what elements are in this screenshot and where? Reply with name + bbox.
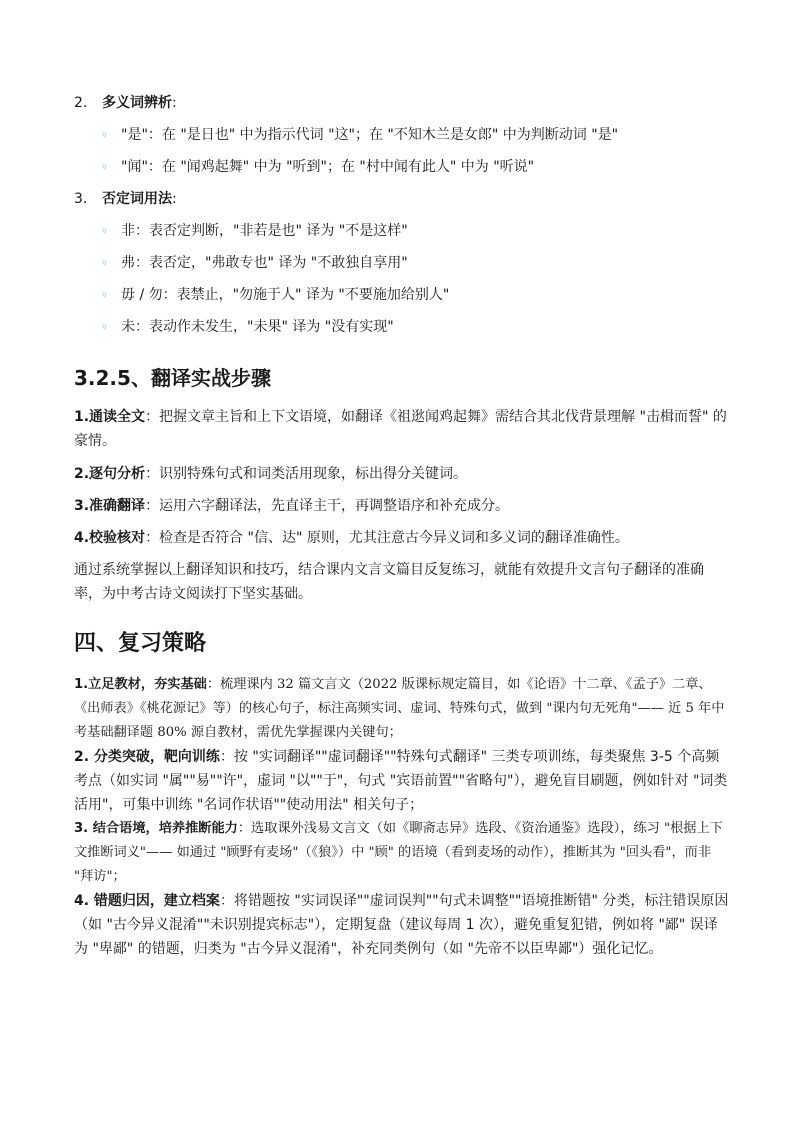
step-text: ：运用六字翻译法，先直译主干，再调整语序和补充成分。 [145,498,510,514]
bullet-text: 毋 / 勿：表禁止，"勿施于人" 译为 "不要施加给别人" [121,287,450,303]
bullet-item [101,253,408,274]
bullet-icon: ◦ [101,128,109,142]
summary-paragraph: 通过系统掌握以上翻译知识和技巧，结合课内文言文篇目反复练习，就能有效提升文言句子翻译的准确率，为中考古诗文阅读打下坚实基础。 [74,562,704,602]
list-number: 2. [74,95,88,111]
step-paragraph [74,405,729,453]
strategy-paragraph [74,817,729,889]
bullet-item [101,125,618,146]
strategy-text: ：按 "实词翻译""虚词翻译""特殊句式翻译" 三类专项训练，每类聚焦 3-5 个高频考点（如实词 "属""易""许"，虚词 "以""于"，句式 "宾语前置""省略句"），避免盲目刷题，例如针对 "词类活用"，可集中训练 "名词作状语""使动用法" 相关句子； [74,749,728,813]
strategy-label: 3. 结合语境，培养推断能力 [74,821,238,836]
bullet-icon: ◦ [101,224,109,238]
section-heading-review: 四、复习策略 [74,631,207,656]
list-item-negation: 3. 否定词用法: [74,189,177,210]
strategy-text: ：选取课外浅易文言文（如《聊斋志异》选段、《资治通鉴》选段），练习 "根据上下文推断词义"—— 如通过 "顾野有麦场"（《狼》）中 "顾" 的语境（看到麦场的动作），推断其为 "回头看"，而非 "拜访"； [74,821,723,884]
step-paragraph [74,494,729,518]
bullet-text: "是"：在 "是日也" 中为指示代词 "这"；在 "不知木兰是女郎" 中为判断动词 "是" [121,127,619,143]
bullet-icon: ◦ [101,288,109,302]
bullet-item [101,157,534,178]
bullet-icon: ◦ [101,320,109,334]
bullet-item [101,285,449,306]
list-title: 否定词用法 [102,191,172,207]
step-label: 3.准确翻译 [74,498,146,514]
list-title: 多义词辨析 [102,95,172,111]
list-item-polysemy: 2. 多义词辨析: [74,93,177,114]
step-paragraph [74,526,729,550]
bullet-text: 弗：表否定，"弗敢专也" 译为 "不敢独自享用" [121,255,408,271]
bullet-icon: ◦ [101,256,109,270]
strategy-paragraph [74,673,729,745]
strategy-label: 4. 错题归因，建立档案 [74,893,220,909]
section-heading-325: 3.2.5、翻译实战步骤 [74,366,271,390]
strategy-paragraph [74,889,729,961]
step-label: 1.通读全文 [74,409,146,425]
step-label: 4.校验核对 [74,530,146,546]
bullet-item [101,221,408,242]
strategy-text: ：将错题按 "实词误译""虚词误判""句式未调整""语境推断错" 分类，标注错误原因（如 "古今异义混淆""未识别提宾标志"），定期复盘（建议每周 1 次），避免重复犯错，例如将 "鄙" 误译为 "卑鄙" 的错题，归类为 "古今异义混淆"，补充同类例句（如 "先帝不以臣卑鄙"）强化记忆。 [74,893,729,957]
bullet-text: 未：表动作未发生，"未果" 译为 "没有实现" [121,319,394,335]
step-paragraph [74,462,729,486]
step-text: ：识别特殊句式和词类活用现象，标出得分关键词。 [145,466,468,482]
bullet-item [101,317,394,338]
strategy-label: 1.立足教材，夯实基础 [74,677,207,692]
bullet-icon: ◦ [101,160,109,174]
bullet-text: "闻"：在 "闻鸡起舞" 中为 "听到"；在 "村中闻有此人" 中为 "听说" [121,159,535,175]
strategy-text: ：梳理课内 32 篇文言文（2022 版课标规定篇目，如《论语》十二章、《孟子》二章、《出师表》《桃花源记》等）的核心句子，标注高频实词、虚词、特殊句式，做到 "课内句无死角"—— 近 5 年中考基础翻译题 80% 源自教材，需优先掌握课内关键句； [74,677,725,740]
bullet-text: 非：表否定判断，"非若是也" 译为 "不是这样" [121,223,408,239]
strategy-paragraph [74,745,729,817]
step-label: 2.逐句分析 [74,466,146,482]
step-text: ：把握文章主旨和上下文语境，如翻译《祖逖闻鸡起舞》需结合其北伐背景理解 "击楫而誓" 的豪情。 [74,409,727,449]
step-text: ：检查是否符合 "信、达" 原则，尤其注意古今异义词和多义词的翻译准确性。 [145,530,629,546]
strategy-label: 2. 分类突破，靶向训练 [74,749,220,765]
list-number: 3. [74,191,88,207]
